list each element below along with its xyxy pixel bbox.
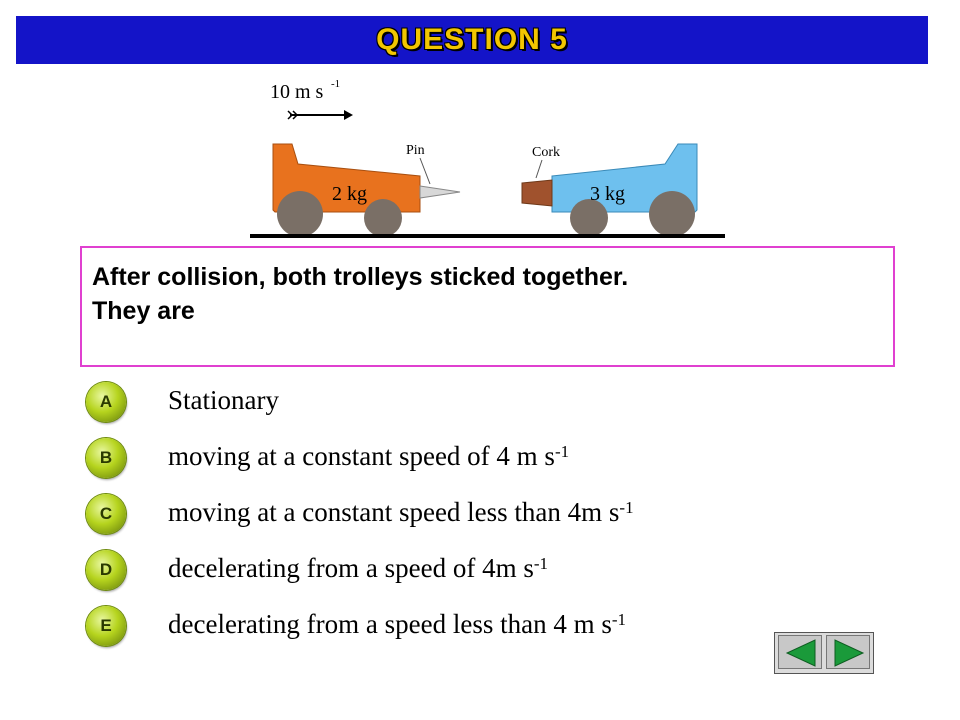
option-d[interactable] bbox=[84, 548, 784, 596]
unit-exponent: -1 bbox=[611, 610, 627, 629]
trolley-right-mass: 3 kg bbox=[590, 183, 625, 205]
option-e-badge-icon[interactable]: E bbox=[86, 606, 126, 646]
ground-line bbox=[250, 234, 725, 238]
option-c-text: moving at a constant speed less than 4m $s^{-1}$ bbox=[168, 497, 634, 527]
page-title: QUESTION 5 bbox=[376, 23, 568, 56]
unit-exponent: -1 bbox=[554, 442, 570, 461]
pin-icon bbox=[420, 186, 460, 198]
velocity-arrow-icon bbox=[288, 110, 353, 120]
unit-exponent: -1 bbox=[533, 554, 549, 573]
question-box bbox=[80, 246, 895, 367]
speed-exponent: -1 bbox=[331, 78, 341, 90]
title-bar bbox=[16, 16, 928, 64]
speed-label: 10 m s bbox=[270, 81, 324, 103]
next-button[interactable] bbox=[826, 635, 870, 669]
option-b-text: moving at a constant speed of 4 m $s^{-1}$ bbox=[168, 441, 570, 471]
option-a-badge-icon[interactable]: A bbox=[86, 382, 126, 422]
option-b[interactable] bbox=[84, 436, 784, 484]
navigation-controls bbox=[774, 632, 874, 674]
question-line-2: They are bbox=[92, 297, 195, 325]
option-c[interactable] bbox=[84, 492, 784, 540]
option-d-badge-icon[interactable]: D bbox=[86, 550, 126, 590]
question-text bbox=[92, 260, 892, 328]
option-e-text: decelerating from a speed less than 4 m $s^{-1}$ bbox=[168, 609, 627, 639]
cork-icon bbox=[522, 180, 552, 206]
triangle-left-icon bbox=[779, 636, 823, 670]
option-d-text: decelerating from a speed of 4m $s^{-1}$ bbox=[168, 553, 549, 583]
unit-exponent: -1 bbox=[619, 498, 634, 517]
option-a[interactable] bbox=[84, 380, 784, 428]
question-line-1: After collision, both trolleys sticked together. bbox=[92, 263, 629, 291]
collision-diagram bbox=[240, 72, 740, 247]
prev-button[interactable] bbox=[778, 635, 822, 669]
option-a-text: Stationary bbox=[168, 385, 279, 415]
trolley-left bbox=[273, 144, 460, 237]
cork-label: Cork bbox=[532, 145, 560, 160]
pin-label: Pin bbox=[406, 143, 425, 158]
option-e[interactable] bbox=[84, 604, 784, 652]
triangle-right-icon bbox=[827, 636, 871, 670]
option-c-badge-icon[interactable]: C bbox=[86, 494, 126, 534]
trolley-left-mass: 2 kg bbox=[332, 183, 367, 205]
option-b-badge-icon[interactable]: B bbox=[86, 438, 126, 478]
